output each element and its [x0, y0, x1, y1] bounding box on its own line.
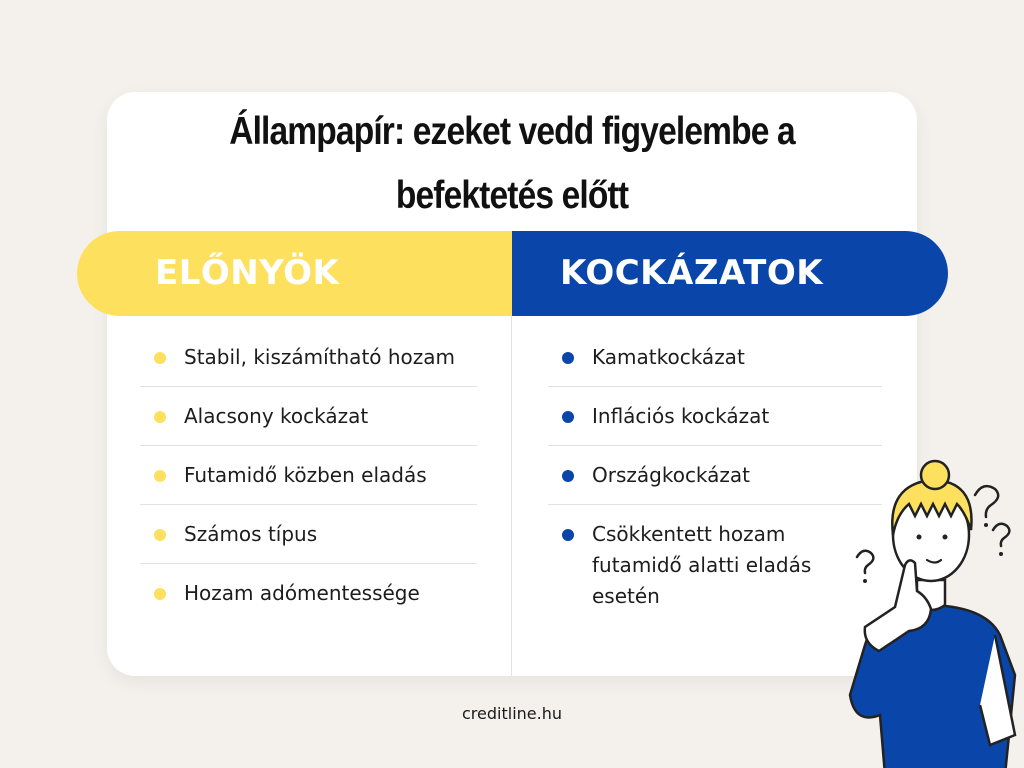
blue-bullet-icon — [562, 352, 574, 364]
yellow-bullet-icon — [154, 588, 166, 600]
page-title — [164, 100, 861, 228]
list-item — [140, 564, 477, 622]
list-item-text: Inflációs kockázat — [592, 404, 770, 428]
advantages-heading: ELŐNYÖK — [155, 253, 340, 293]
list-item — [140, 387, 477, 446]
list-item — [548, 387, 882, 446]
list-item — [548, 328, 882, 387]
yellow-bullet-icon — [154, 529, 166, 541]
advantages-banner — [77, 231, 512, 316]
blue-bullet-icon — [562, 529, 574, 541]
risks-heading: KOCKÁZATOK — [560, 253, 824, 293]
list-item — [140, 505, 477, 564]
title-line-1: Állampapír: ezeket vedd figyelembe a — [229, 110, 795, 153]
list-item-text: Futamidő közben eladás — [184, 463, 427, 487]
risks-banner — [512, 231, 948, 316]
list-item — [140, 446, 477, 505]
list-item — [548, 446, 882, 505]
list-item-text: Csökkentett hozam futamidő alatti eladás esetén — [592, 522, 812, 608]
list-item-text: Hozam adómentessége — [184, 581, 420, 605]
list-item-text: Országkockázat — [592, 463, 751, 487]
blue-bullet-icon — [562, 470, 574, 482]
yellow-bullet-icon — [154, 470, 166, 482]
advantages-list — [140, 328, 477, 622]
yellow-bullet-icon — [154, 411, 166, 423]
list-item-text: Kamatkockázat — [592, 345, 745, 369]
list-item-text: Stabil, kiszámítható hozam — [184, 345, 456, 369]
footer-brand: creditline.hu — [462, 704, 562, 723]
column-divider — [511, 316, 512, 676]
list-item-text: Alacsony kockázat — [184, 404, 369, 428]
list-item-text: Számos típus — [184, 522, 318, 546]
title-line-2: befektetés előtt — [395, 174, 629, 217]
risks-list — [548, 328, 882, 625]
list-item — [548, 505, 882, 625]
blue-bullet-icon — [562, 411, 574, 423]
list-item — [140, 328, 477, 387]
yellow-bullet-icon — [154, 352, 166, 364]
